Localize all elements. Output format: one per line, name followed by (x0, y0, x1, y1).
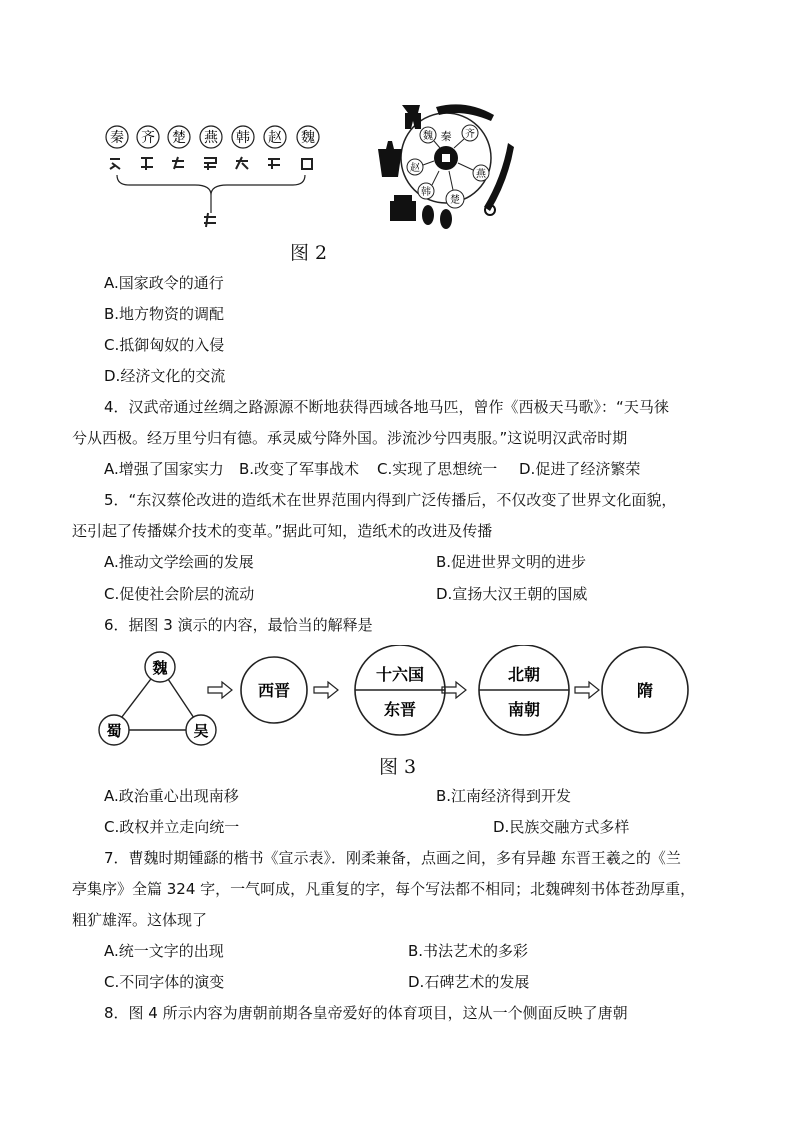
q8-stem: 8．图 4 所示内容为唐朝前期各皇帝爱好的体育项目，这从一个侧面反映了唐朝 (104, 1004, 628, 1022)
q5-option-b: B.促进世界文明的进步 (436, 553, 587, 571)
q6-option-c: C.政权并立走向统一 (104, 818, 240, 836)
q3-option-a: A.国家政令的通行 (104, 274, 224, 292)
triangle-shu: 蜀 (106, 722, 122, 740)
q3-option-b: B.地方物资的调配 (104, 305, 225, 323)
state-qi: 齐 (141, 130, 155, 146)
q4-option-d: D.促进了经济繁荣 (519, 460, 641, 478)
q5-stem-line1: 5．“东汉蔡伦改进的造纸术在世界范围内得到广泛传播后，不仅改变了世界文化面貌， (104, 491, 677, 509)
state-wei: 魏 (301, 130, 315, 146)
q5-stem-line2: 还引起了传播媒介技术的变革。”据此可知，造纸术的改进及传播 (72, 522, 493, 540)
figure-3 (98, 645, 698, 750)
spade-coin-icon-3 (390, 195, 416, 221)
circle-southern-dynasties: 南朝 (507, 700, 541, 719)
circle-northern-dynasties: 北朝 (507, 665, 541, 684)
state-qin: 秦 (110, 130, 124, 146)
q5-option-a: A.推动文学绘画的发展 (104, 553, 254, 571)
ring-state-chu: 楚 (450, 195, 460, 206)
circle-sui: 隋 (636, 681, 654, 700)
figure-3-svg (98, 645, 698, 750)
ring-state-zhao: 赵 (410, 163, 420, 174)
ring-state-wei: 魏 (423, 131, 433, 142)
q7-stem-line2: 亭集序》全篇 324 字，一气呵成，凡重复的字，每个写法都不相同；北魏碑刻书体苍劲厚重， (72, 880, 696, 898)
coin-ring-diagram (378, 104, 514, 229)
state-han: 韩 (236, 130, 250, 146)
q4-stem-line2: 兮从西极。经万里兮归有德。承灵威兮降外国。涉流沙兮四夷服。”这说明汉武帝时期 (72, 429, 628, 447)
circle-dongjin: 东晋 (383, 700, 417, 719)
q7-option-a: A.统一文字的出现 (104, 942, 224, 960)
q6-option-a: A.政治重心出现南移 (104, 787, 239, 805)
q7-stem-line1: 7．曹魏时期锺繇的楷书《宣示表》．刚柔兼备，点画之间，多有异趣 东晋王羲之的《兰 (104, 849, 681, 867)
ring-state-qin: 秦 (440, 130, 452, 143)
knife-coin-icon (436, 104, 494, 121)
ancient-script-glyphs (110, 157, 312, 170)
ring-state-han: 韩 (421, 187, 431, 198)
circle-xijin: 西晋 (257, 681, 291, 700)
q4-option-c: C.实现了思想统一 (377, 460, 498, 478)
q6-option-b: B.江南经济得到开发 (436, 787, 572, 805)
spade-coin-icon (402, 105, 421, 129)
q3-option-c: C.抵御匈奴的入侵 (104, 336, 225, 354)
q6-stem: 6．据图 3 演示的内容，最恰当的解释是 (104, 616, 373, 634)
triangle-wei: 魏 (152, 659, 168, 677)
circle-sixteen-kingdoms: 十六国 (375, 665, 425, 684)
figure-3-caption: 图 3 (379, 756, 417, 778)
ring-state-qi: 齐 (465, 129, 475, 140)
q4-option-a: A.增强了国家实力 (104, 460, 224, 478)
q7-stem-line3: 粗犷雄浑。这体现了 (72, 911, 208, 929)
q7-option-b: B.书法艺术的多彩 (408, 942, 529, 960)
q7-option-d: D.石碑艺术的发展 (408, 973, 530, 991)
figure-2-caption: 图 2 (290, 242, 328, 264)
state-zhao: 赵 (268, 130, 282, 146)
spade-coin-icon-2 (378, 141, 402, 177)
q5-option-c: C.促使社会阶层的流动 (104, 585, 255, 603)
q3-option-d: D.经济文化的交流 (104, 367, 226, 385)
q7-option-c: C.不同字体的演变 (104, 973, 225, 991)
ring-state-yan: 燕 (476, 169, 486, 180)
triangle-wu: 吴 (193, 722, 209, 740)
q6-option-d: D.民族交融方式多样 (493, 818, 630, 836)
q4-stem-line1: 4．汉武帝通过丝绸之路源源不断地获得西域各地马匹，曾作《西极天马歌》：“天马徕 (104, 398, 669, 416)
state-chu: 楚 (172, 130, 186, 146)
unified-script-glyph (204, 213, 216, 227)
q5-option-d: D.宣扬大汉王朝的国威 (436, 585, 588, 603)
q4-option-b: B.改变了军事战术 (239, 460, 360, 478)
state-yan: 燕 (204, 130, 218, 146)
